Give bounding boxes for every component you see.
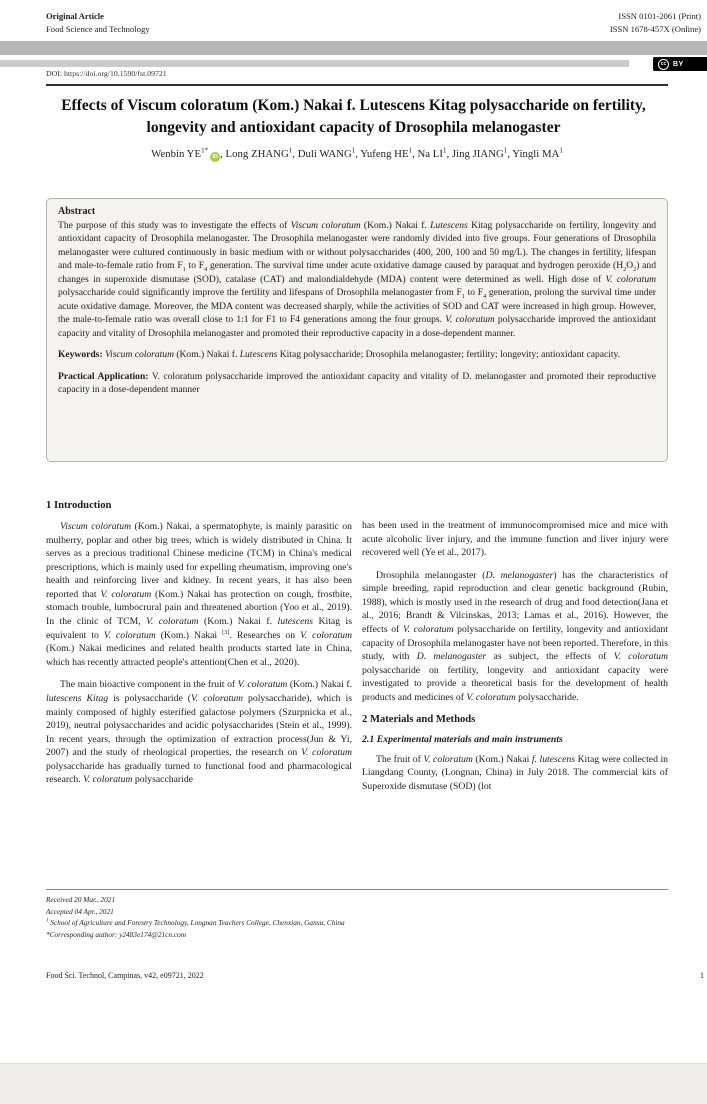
header-left <box>46 10 150 36</box>
methods-paragraph-1: The fruit of V. coloratum (Kom.) Nakai f. lutescens Kitag were collected in Liangdang County, (Longnan, China) in July 2018. The commercial kits of Superoxide dismutase (SOD) (lot <box>362 753 669 792</box>
authors-line: Wenbin $YE^{1*}iD$ , Long ZHANG$^1$, Duli WANG$^1$, Yufeng $HE^1$, Na $LI^1$, Jing JIANG$^1$, Yingli $MA^1$ <box>151 146 563 160</box>
creative-commons-icon: cc <box>658 59 669 70</box>
abstract-box <box>46 198 668 462</box>
abstract-heading: Abstract <box>58 206 96 217</box>
methods-subheading: 2.1 Experimental materials and main instruments <box>362 733 563 745</box>
footnotes <box>46 894 668 941</box>
page-number: 1 <box>700 971 704 980</box>
issn-print: ISSN 0101-2061 (Print) <box>618 11 701 21</box>
paper-title: Effects of Viscum coloratum (Kom.) Nakai f. Lutescens Kitag polysaccharide on fertility, longevity and antioxidant capacity of Drosophila melanogaster <box>61 97 646 137</box>
practical-application-text: Practical Application: V. coloratum polysaccharide improved the antioxidant capacity and vitality of D. melanogaster and promoted their reproductive capacity in a dose-dependent manner <box>58 370 656 395</box>
journal-name: Food Science and Technology <box>46 23 150 34</box>
header-band-dark <box>0 41 707 55</box>
intro-paragraph-1: Viscum coloratum (Kom.) Nakai, a spermatophyte, is mainly parasitic on mulberry, poplar and other big trees, which is widely distributed in China. It serves as a precious traditional Chinese medicine (TCM) in China's medical prescriptions, which is mainly used for expelling rheumatism, improving one's health and reinforcing liver and kidney. In recent years, it has also been reported that V. coloratum (Kom.) Nakai has protection on cough, frostbite, stomach trouble, lumbocrural pain and threatened abortion (Yoo et al., 2019). In the clinic of TCM, V. coloratum (Kom.) Nakai f. lutescens Kitag is equivalent to V. coloratum (Kom.) Nakai [3]. Researches on V. coloratum (Kom.) Nakai medicines and related health products started late in China, which has recently attracted people's attention(Chen et al., 2020). <box>46 521 352 668</box>
footnote-rule <box>46 889 668 890</box>
intro-paragraph-2: The main bioactive component in the fruit of V. coloratum (Kom.) Nakai f. lutescens Kitag is polysaccharide (V. coloratum polysaccharide), which is mainly composed of highly esterified galactose polymers (Szurpnicka et al., 2019), neutral polysaccharides and acidic polysaccharides (Stein et al., 1999). In recent years, through the optimization of extraction process(Jun & Yi, 2007) and the study of rheological properties, the research on V. coloratum polysaccharide has gradually turned to functional food and pharmacological research. V. coloratum polysaccharide <box>46 679 352 786</box>
body-columns <box>46 500 668 802</box>
corresponding-author: *Corresponding author: y2483e174@21cn.com <box>46 930 187 940</box>
intro-heading: 1 Introduction <box>46 500 112 511</box>
cc-by-badge[interactable] <box>653 57 707 71</box>
keywords-text: Keywords: Viscum coloratum (Kom.) Nakai f. Lutescens Kitag polysaccharide; Drosophila melanogaster; fertility; longevity; antioxidant capacity. <box>58 349 621 361</box>
header-rule <box>46 84 668 86</box>
right-column <box>362 500 668 802</box>
methods-heading: 2 Materials and Methods <box>362 713 476 725</box>
intro-paragraph-3: Drosophila melanogaster (D. melanogaster) has the characteristics of simple breeding, rapid reproduction and clear genetic background (Rubin, 1988), which is mostly used in the research of drug and food detection(Jana et al., 2016; Brandt & Vilcinskas, 2013; Lamas et al., 2016). However, the effects of V. coloratum polysaccharide on fertility, longevity and antioxidant capacity of Drosophila melanogaster have not been reported. Therefore, in this study, with D. melanogaster as subject, the effects of V. coloratum polysaccharide on fertility, longevity and antioxidant capacity were investigated to provide a theoretical basis for the development of health products and medicines of V. coloratum polysaccharide. <box>362 569 668 703</box>
issn-online: ISSN 1678-457X (Online) <box>609 23 701 34</box>
email-link[interactable]: y2483e174@21cn.com <box>119 930 187 940</box>
orcid-icon[interactable]: iD <box>210 152 220 162</box>
affiliation-note: $^1$ School of Agriculture and Forestry Technology, Longnan Teachers College, Chenxian, Gansu, China <box>46 918 345 928</box>
viewer-background <box>0 1063 707 1104</box>
received-date: Received 20 Mar., 2021 <box>46 895 116 904</box>
header-band-light <box>0 60 629 67</box>
doi-link[interactable]: DOI: https://doi.org/10.1590/fst.09721 <box>46 69 167 78</box>
journal-citation: Food Sci. Technol, Campinas, v42, e09721, 2022 <box>46 971 204 980</box>
abstract-text: The purpose of this study was to investigate the effects of Viscum coloratum (Kom.) Nakai f. Lutescens Kitag polysaccharide on fertility, longevity and antioxidant capacity of Drosophila melanogaster. The Drosophila melanogaster were randomly divided into five groups. Four generations of Drosophila melanogaster were cultured continuously in basic medium with or without polysaccharides (400, 200, 100 and 50 mg/L). The changes in fertility, lifespan and male-to-female ratio from $F_1$ to $F_4$ generation. The survival time under acute oxidative damage caused by paraquat and hydrogen peroxide $(H_2O_2)$ and changes in superoxide dismutase (SOD), catalase (CAT) and malondialdehyde (MDA) content were determined as well. High dose of V. coloratum polysaccharide could significantly improve the fertility and lifespans of Drosophila melanogaster from $F_1$ to $F_4$ generation, prolong the survival time under acute oxidative damage. Moreover, the MDA content was decreased sharply, while the activities of SOD and CAT were increased in high group. However, the male-to-female ratio was overall close to 1:1 for F1 to F4 generations among the four groups. V. coloratum polysaccharide improved the antioxidant capacity and vitality of Drosophila melanogaster and promoted their reproductive capacity in a dose-dependent manner. <box>58 220 657 339</box>
header-right <box>610 10 701 36</box>
left-column <box>46 500 352 802</box>
intro-paragraph-continuation: has been used in the treatment of immunocompromised mice and mice with acute alcoholic liver injury, and the immune function and liver injury were recovered well (Ye et al., 2017). <box>362 520 668 559</box>
page-footer <box>46 971 704 980</box>
accepted-date: Accepted 04 Apr., 2021 <box>46 906 114 916</box>
page-header <box>46 10 701 36</box>
article-type: Original Article <box>46 11 104 21</box>
cc-by-label: BY <box>673 60 684 68</box>
